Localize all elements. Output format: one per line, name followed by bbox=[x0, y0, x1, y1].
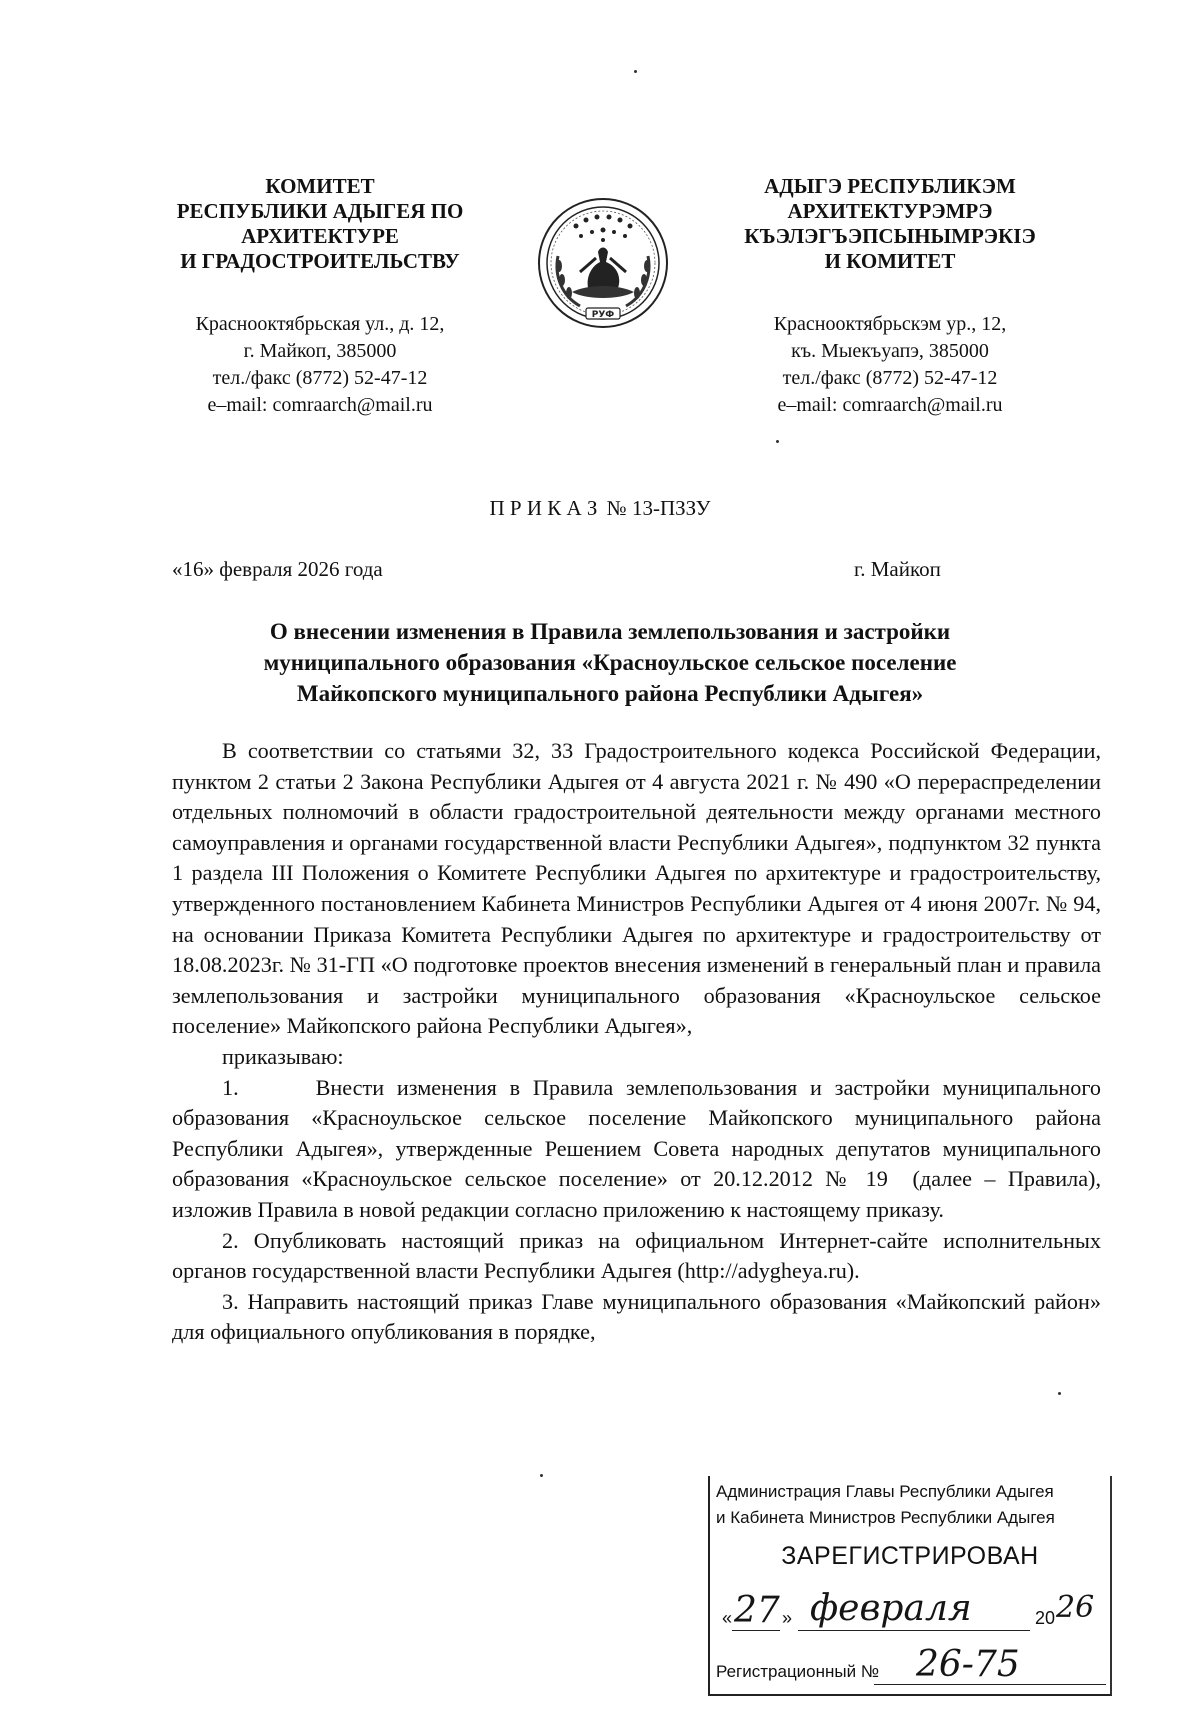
stamp-authority-line: и Кабинета Министров Республики Адыгея bbox=[716, 1508, 1055, 1527]
order-item-3: 3. Направить настоящий приказ Главе муниципального образования «Майкопский район» для официального опубликования в порядке, bbox=[172, 1288, 1101, 1345]
stamp-day-underline bbox=[732, 1630, 780, 1631]
subject-line: О внесении изменения в Правила землепользования и застройки bbox=[269, 619, 951, 644]
stamp-open-quote: « bbox=[722, 1608, 733, 1628]
coat-of-arms-icon bbox=[536, 196, 670, 330]
order-word: приказываю: bbox=[222, 1043, 344, 1069]
right-address bbox=[715, 311, 1065, 419]
right-org-name bbox=[710, 174, 1070, 274]
right-org-line: АДЫГЭ РЕСПУБЛИКЭМ bbox=[764, 174, 1016, 198]
order-subject bbox=[150, 616, 1070, 709]
address-line: къ. Мыекъуапэ, 385000 bbox=[791, 340, 989, 362]
order-date: «16» февраля 2026 года bbox=[172, 557, 383, 581]
right-org-line: КЪЭЛЭГЪЭПСЫНЫМРЭКIЭ bbox=[744, 224, 1036, 248]
right-org-line: АРХИТЕКТУРЭМРЭ bbox=[787, 199, 993, 223]
stamp-month-underline bbox=[798, 1630, 1030, 1631]
stamp-title: ЗАРЕГИСТРИРОВАН bbox=[781, 1542, 1039, 1570]
preamble-paragraph: В соответствии со статьями 32, 33 Градостроительного кодекса Российской Федерации, пунктом 2 статьи 2 Закона Республики Адыгея от 4 августа 2021 г. № 490 «О перераспределении отдельных полномочий в области градостроительной деятельности между органами местного самоуправления и органами государственной власти Республики Адыгея», подпунктом 32 пункта 1 раздела III Положения о Комитете Республики Адыгея по архитектуре и градостроительству, утвержденного постановлением Кабинета Министров Республики Адыгея от 4 июня 2007г. № 94, на основании Приказа Комитета Республики Адыгея по архитектуре и градостроительству от 18.08.2023г. № 31-ГП «О подготовке проектов внесения изменений в генеральный план и правила землепользования и застройки муниципального образования «Красноульское сельское поселение» Майкопского района Республики Адыгея», bbox=[172, 738, 1101, 1039]
right-org-line: И КОМИТЕТ bbox=[824, 249, 956, 273]
scan-speck bbox=[776, 440, 779, 443]
stamp-date-row bbox=[720, 1590, 1110, 1636]
order-item-2: 2. Опубликовать настоящий приказ на официальном Интернет-сайте исполнительных органов государственной власти Республики Адыгея (http://adygheya.ru). bbox=[172, 1227, 1101, 1284]
stamp-year-prefix: 20 bbox=[1035, 1608, 1056, 1628]
email-line: e–mail: comraarch@mail.ru bbox=[207, 394, 433, 416]
stamp-reg-label: Регистрационный № bbox=[716, 1662, 880, 1681]
stamp-authority-line: Администрация Главы Республики Адыгея bbox=[716, 1482, 1054, 1501]
emblem-inscription: РУФ bbox=[591, 310, 615, 320]
left-org-name bbox=[150, 174, 490, 274]
stamp-registration-row bbox=[716, 1644, 1106, 1690]
stamp-month-handwritten: февраля bbox=[810, 1588, 972, 1629]
address-line: г. Майкоп, 385000 bbox=[243, 340, 397, 362]
subject-line: муниципального образования «Красноульское сельское поселение bbox=[263, 650, 957, 675]
email-line: e–mail: comraarch@mail.ru bbox=[777, 394, 1003, 416]
left-org-line: АРХИТЕКТУРЕ bbox=[241, 224, 399, 248]
order-item-1: 1. Внести изменения в Правила землепользования и застройки муниципального образования «Красноульское сельское поселение Майкопского муниципального района Республики Адыгея», утвержденные Решением Совета народных депутатов муниципального образования «Красноульское сельское поселение» от 20.12.2012 № 19 (далее – Правила), изложив Правила в новой редакции согласно приложению к настоящему приказу. bbox=[172, 1074, 1107, 1222]
left-org-line: КОМИТЕТ bbox=[265, 174, 375, 198]
left-org-line: РЕСПУБЛИКИ АДЫГЕЯ ПО bbox=[176, 199, 464, 223]
address-line: Краснооктябрьская ул., д. 12, bbox=[195, 313, 445, 335]
left-address bbox=[150, 311, 490, 419]
stamp-reg-underline bbox=[874, 1684, 1106, 1685]
subject-line: Майкопского муниципального района Республики Адыгея» bbox=[296, 681, 924, 706]
order-number: № 13-ПЗЗУ bbox=[606, 496, 711, 520]
address-line: тел./факс (8772) 52-47-12 bbox=[782, 367, 998, 389]
scan-speck bbox=[634, 70, 637, 73]
address-line: Краснооктябрьскэм ур., 12, bbox=[773, 313, 1007, 335]
registration-stamp bbox=[708, 1476, 1112, 1696]
stamp-year-handwritten: 26 bbox=[1056, 1590, 1095, 1625]
stamp-reg-number-handwritten: 26-75 bbox=[916, 1644, 1020, 1685]
stamp-day-handwritten: 27 bbox=[734, 1590, 780, 1631]
left-org-line: И ГРАДОСТРОИТЕЛЬСТВУ bbox=[180, 249, 460, 273]
order-city: г. Майкоп bbox=[854, 557, 941, 581]
scan-speck bbox=[540, 1474, 543, 1477]
stamp-close-quote: » bbox=[782, 1608, 793, 1628]
order-body bbox=[172, 736, 1107, 1348]
order-title-word: П Р И К А З bbox=[489, 496, 598, 520]
address-line: тел./факс (8772) 52-47-12 bbox=[212, 367, 428, 389]
scan-speck bbox=[1058, 1392, 1061, 1395]
order-title bbox=[0, 496, 1200, 521]
